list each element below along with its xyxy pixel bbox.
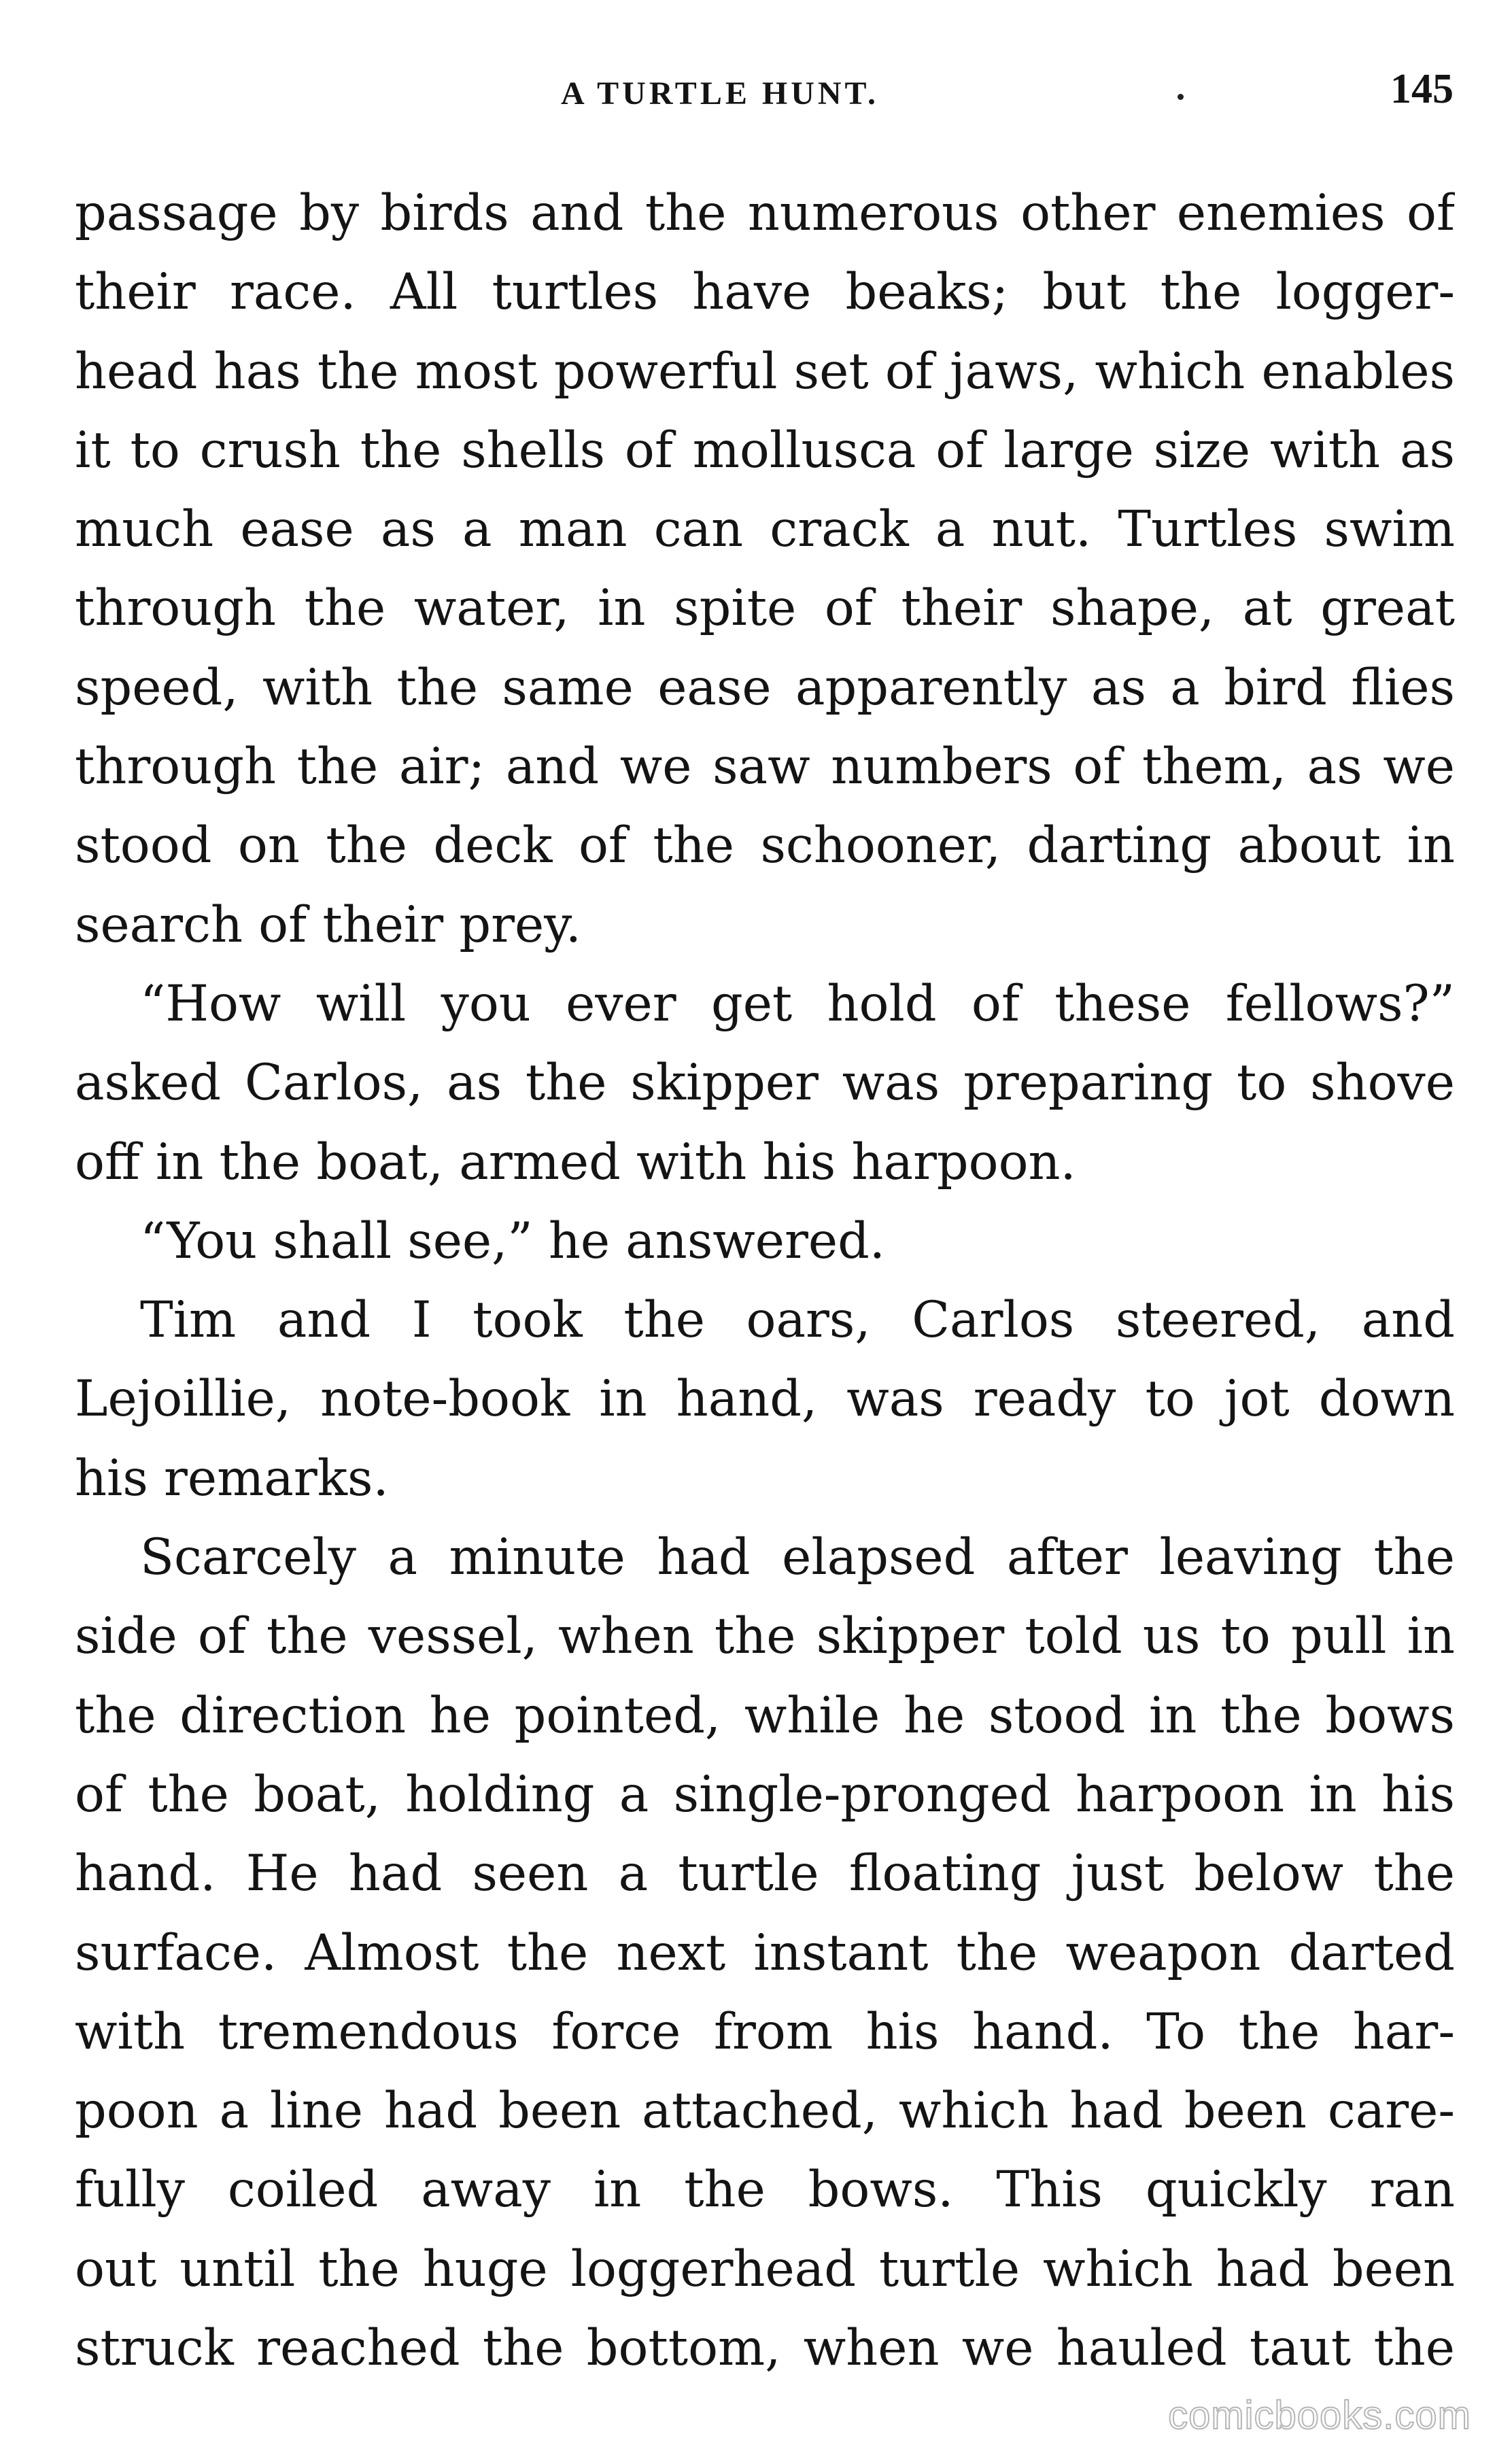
text-line: their race. All turtles have beaks; but the logger-	[75, 263, 1455, 322]
text-line: “You shall see,” he answered.	[140, 1212, 885, 1270]
running-head	[75, 63, 1462, 124]
text-line: struck reached the bottom, when we hauled taut the	[75, 2319, 1455, 2378]
watermark-text: comicbooks.com	[1168, 2393, 1471, 2437]
text-line: asked Carlos, as the skipper was preparing to shove	[75, 1054, 1455, 1112]
text-line: passage by birds and the numerous other enemies of	[75, 184, 1455, 242]
text-line: Lejoillie, note-book in hand, was ready to jot down	[75, 1370, 1455, 1428]
page-number: 145	[1390, 66, 1454, 112]
text-line: out until the huge loggerhead turtle which had been	[75, 2240, 1455, 2298]
running-title: A TURTLE HUNT.	[561, 75, 879, 112]
text-line: hand. He had seen a turtle floating just below the	[75, 1845, 1455, 1903]
text-line: the direction he pointed, while he stood in the bows	[75, 1686, 1455, 1745]
text-line: Tim and I took the oars, Carlos steered, and	[140, 1291, 1455, 1350]
text-line: Scarcely a minute had elapsed after leaving the	[140, 1528, 1455, 1587]
text-line: much ease as a man can crack a nut. Turtles swim	[75, 500, 1455, 559]
text-line: off in the boat, armed with his harpoon.	[75, 1133, 1076, 1191]
text-line: with tremendous force from his hand. To the har-	[75, 2002, 1455, 2061]
text-line: head has the most powerful set of jaws, which enables	[75, 342, 1455, 400]
text-line: poon a line had been attached, which had been care-	[75, 2082, 1455, 2140]
body-text	[75, 174, 1455, 2388]
text-line: of the boat, holding a single-pronged harpoon in his	[75, 1765, 1455, 1824]
text-line: through the water, in spite of their shape, at great	[75, 579, 1455, 638]
text-line: surface. Almost the next instant the weapon darted	[75, 1923, 1455, 1982]
text-line: fully coiled away in the bows. This quickly ran	[75, 2161, 1455, 2219]
text-line: search of their prey.	[75, 895, 581, 954]
header-dot-mark	[1178, 94, 1184, 100]
text-line: it to crush the shells of mollusca of large size with as	[75, 421, 1455, 479]
text-line: stood on the deck of the schooner, darting about in	[75, 817, 1455, 875]
text-line: “How will you ever get hold of these fellows?”	[140, 974, 1455, 1033]
text-line: his remarks.	[75, 1449, 389, 1507]
text-line: speed, with the same ease apparently as a bird flies	[75, 658, 1455, 717]
text-line: through the air; and we saw numbers of them, as we	[75, 738, 1455, 796]
text-line: side of the vessel, when the skipper told us to pull in	[75, 1607, 1455, 1666]
